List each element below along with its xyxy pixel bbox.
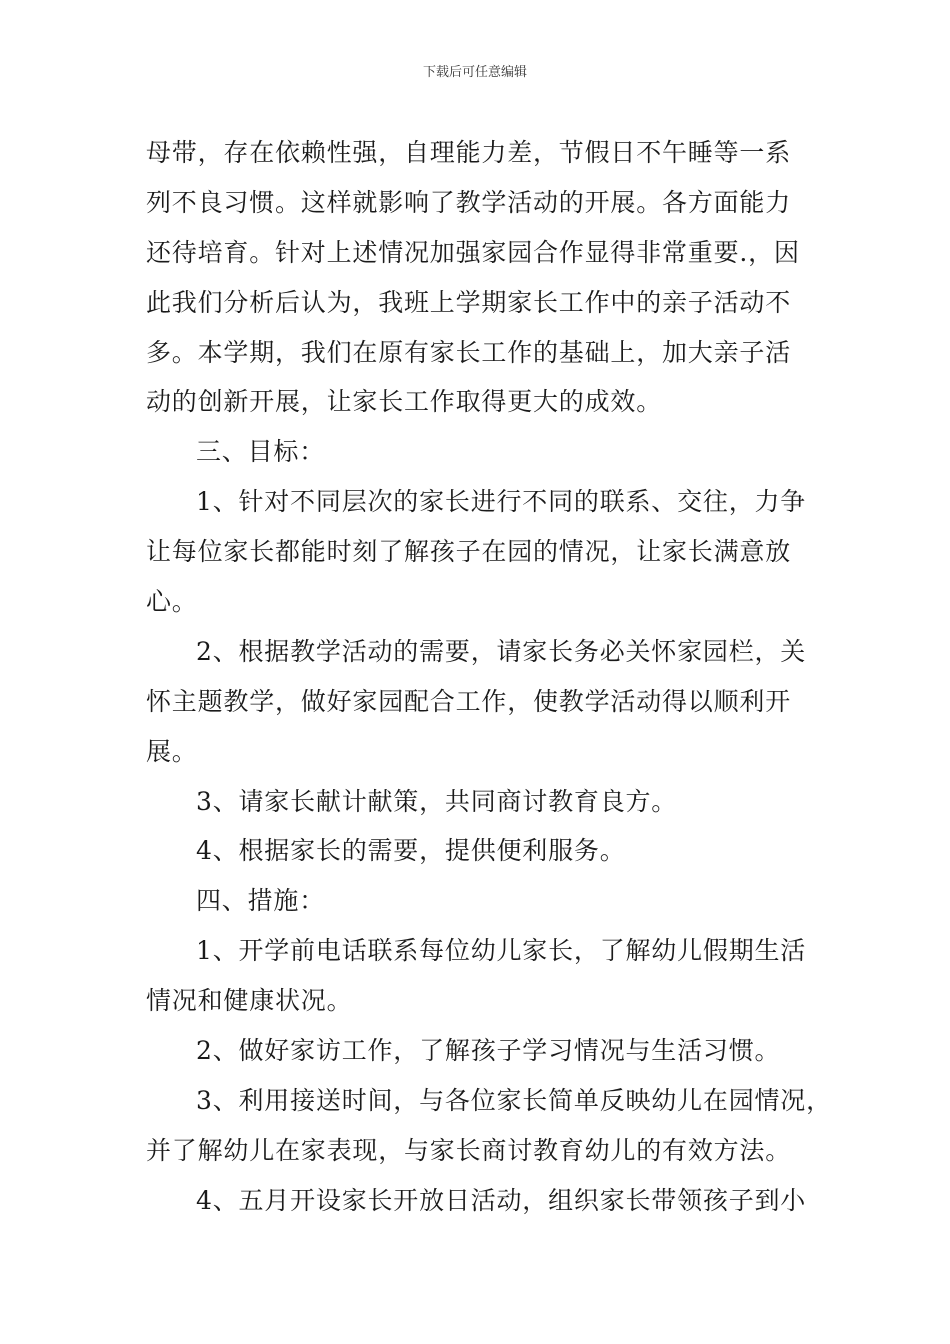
document-body xyxy=(146,128,832,1226)
text-line: 2、做好家访工作，了解孩子学习情况与生活习惯。 xyxy=(196,1036,781,1066)
text-line: 此我们分析后认为，我班上学期家长工作中的亲子活动不 xyxy=(146,287,792,317)
text-line: 多。本学期，我们在原有家长工作的基础上，加大亲子活 xyxy=(146,337,792,367)
page-header-note: 下载后可任意编辑 xyxy=(422,65,527,80)
text-line: 2、根据教学活动的需要，请家长务必关怀家园栏，关 xyxy=(196,636,807,666)
text-line: 母带，存在依赖性强，自理能力差，节假日不午睡等一系 xyxy=(146,138,792,167)
text-line: 1、开学前电话联系每位幼儿家长，了解幼儿假期生活 xyxy=(196,936,807,966)
text-line: 3、请家长献计献策，共同商讨教育良方。 xyxy=(196,786,678,816)
text-line: 心。 xyxy=(146,587,198,617)
text-line: 3、利用接送时间，与各位家长简单反映幼儿在园情况， xyxy=(196,1085,832,1115)
text-line: 1、针对不同层次的家长进行不同的联系、交往，力争 xyxy=(196,487,807,517)
text-line: 情况和健康状况。 xyxy=(146,986,353,1016)
section-heading-measures: 四、措施： xyxy=(196,886,326,916)
text-line: 4、五月开设家长开放日活动，组织家长带领孩子到小 xyxy=(196,1185,807,1215)
text-line: 还待培育。针对上述情况加强家园合作显得非常重要.，因 xyxy=(146,237,800,267)
text-line: 动的创新开展，让家长工作取得更大的成效。 xyxy=(146,387,663,417)
text-line: 怀主题教学，做好家园配合工作，使教学活动得以顺利开 xyxy=(146,686,792,716)
text-line: 并了解幼儿在家表现，与家长商讨教育幼儿的有效方法。 xyxy=(146,1135,792,1165)
text-line: 列不良习惯。这样就影响了教学活动的开展。各方面能力 xyxy=(146,187,792,217)
text-line: 4、根据家长的需要，提供便利服务。 xyxy=(196,836,626,866)
text-line: 让每位家长都能时刻了解孩子在园的情况，让家长满意放 xyxy=(146,537,792,567)
text-line: 展。 xyxy=(146,736,198,766)
section-heading-goals: 三、目标： xyxy=(196,437,326,467)
